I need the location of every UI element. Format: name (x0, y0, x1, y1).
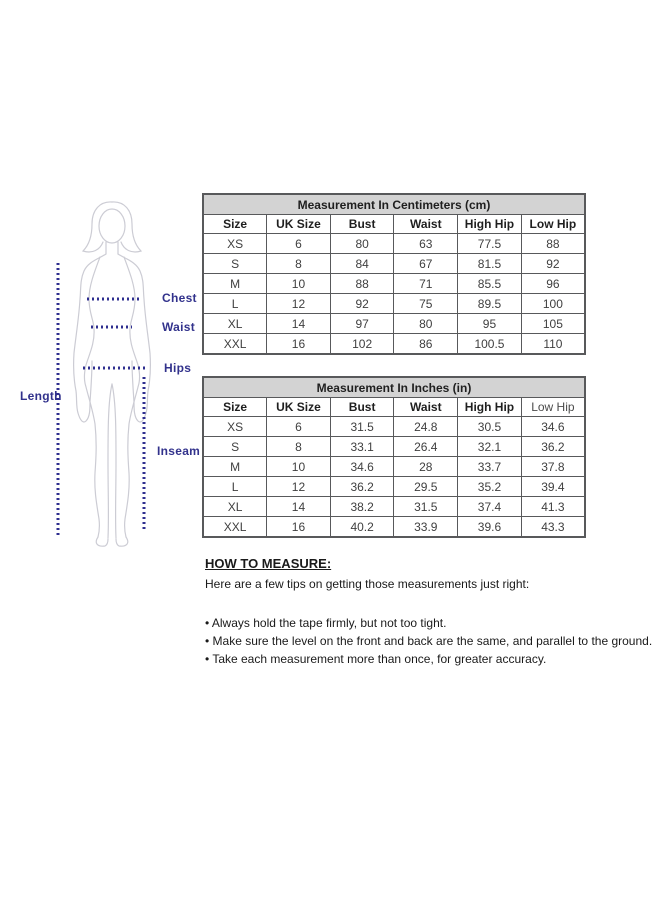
table-cell: 26.4 (394, 437, 458, 457)
table-row (203, 234, 585, 254)
table-cell: 14 (267, 497, 331, 517)
table-cell: XXL (203, 334, 267, 355)
right-foot (116, 537, 128, 546)
table-cell: XS (203, 234, 267, 254)
table-cell: 8 (267, 437, 331, 457)
table-cell: 36.2 (521, 437, 585, 457)
table-cell: 12 (267, 477, 331, 497)
table-cell: 10 (267, 274, 331, 294)
table-cell: L (203, 477, 267, 497)
table-cell: 36.2 (330, 477, 394, 497)
table-cell: 34.6 (330, 457, 394, 477)
table-row (203, 477, 585, 497)
table-cell: 28 (394, 457, 458, 477)
inner-leg-right (112, 384, 116, 538)
table-cell: 33.9 (394, 517, 458, 538)
table-cell: 100.5 (458, 334, 522, 355)
table-cell: 80 (330, 234, 394, 254)
column-header: High Hip (458, 398, 522, 417)
table-cell: 30.5 (458, 417, 522, 437)
column-header: Size (203, 215, 267, 234)
table-cell: 12 (267, 294, 331, 314)
table-cell: 71 (394, 274, 458, 294)
how-to-measure-section (205, 556, 655, 668)
column-header: Bust (330, 398, 394, 417)
face (99, 209, 125, 243)
left-foot (96, 537, 108, 546)
table-cell: 34.6 (521, 417, 585, 437)
table-cell: 88 (330, 274, 394, 294)
neck (106, 242, 118, 254)
size-table-inches (202, 376, 586, 538)
table-cell: 43.3 (521, 517, 585, 538)
table-row (203, 497, 585, 517)
table-cell: 31.5 (330, 417, 394, 437)
table-cell: 84 (330, 254, 394, 274)
female-body-silhouette (74, 202, 151, 546)
measure-tip: • Take each measurement more than once, for greater accuracy. (205, 650, 655, 668)
table-row (203, 334, 585, 355)
table-row (203, 294, 585, 314)
table-cell: 38.2 (330, 497, 394, 517)
table-cell: 96 (521, 274, 585, 294)
column-header: UK Size (267, 215, 331, 234)
table-cell: 29.5 (394, 477, 458, 497)
table-cell: 6 (267, 234, 331, 254)
table-row (203, 417, 585, 437)
waist-label: Waist (162, 320, 196, 334)
table-cell: L (203, 294, 267, 314)
measurement-guides (58, 263, 145, 535)
table-cell: 95 (458, 314, 522, 334)
table-cell: M (203, 457, 267, 477)
table-row (203, 314, 585, 334)
table-cell: 39.4 (521, 477, 585, 497)
table-cell: 10 (267, 457, 331, 477)
table-cell: 24.8 (394, 417, 458, 437)
table-cell: 86 (394, 334, 458, 355)
table-row (203, 437, 585, 457)
chest-label: Chest (162, 291, 197, 305)
column-header: Low Hip (521, 215, 585, 234)
table-cell: 40.2 (330, 517, 394, 538)
table-cell: 63 (394, 234, 458, 254)
table-title: Measurement In Inches (in) (203, 377, 585, 398)
size-table-centimeters (202, 193, 586, 355)
table-cell: 6 (267, 417, 331, 437)
table-cell: 31.5 (394, 497, 458, 517)
table-cell: XL (203, 497, 267, 517)
table-cell: 92 (521, 254, 585, 274)
table-cell: 35.2 (458, 477, 522, 497)
inner-leg-left (108, 384, 112, 538)
length-label: Length (20, 389, 62, 403)
table-cell: M (203, 274, 267, 294)
left-arm (74, 254, 106, 422)
table-title: Measurement In Centimeters (cm) (203, 194, 585, 215)
table-row (203, 254, 585, 274)
table-cell: 39.6 (458, 517, 522, 538)
measure-tips-list (205, 614, 655, 668)
table-cell: XS (203, 417, 267, 437)
table-cell: 102 (330, 334, 394, 355)
column-header: High Hip (458, 215, 522, 234)
table-cell: 16 (267, 334, 331, 355)
table-cell: 33.7 (458, 457, 522, 477)
hips-label: Hips (164, 361, 192, 375)
table-cell: 37.4 (458, 497, 522, 517)
table-row (203, 274, 585, 294)
table-row (203, 517, 585, 538)
table-cell: XL (203, 314, 267, 334)
inseam-label: Inseam (157, 444, 201, 458)
right-arm (118, 254, 150, 422)
table-cell: 77.5 (458, 234, 522, 254)
column-header: Low Hip (521, 398, 585, 417)
table-cell: 97 (330, 314, 394, 334)
how-to-measure-intro: Here are a few tips on getting those measurements just right: (205, 577, 530, 591)
table-cell: 92 (330, 294, 394, 314)
table-cell: 81.5 (458, 254, 522, 274)
column-header: UK Size (267, 398, 331, 417)
table-cell: 32.1 (458, 437, 522, 457)
column-header: Bust (330, 215, 394, 234)
how-to-measure-title: HOW TO MEASURE: (205, 556, 332, 571)
table-cell: 80 (394, 314, 458, 334)
table-cell: 110 (521, 334, 585, 355)
column-header: Size (203, 398, 267, 417)
column-header: Waist (394, 215, 458, 234)
table-cell: 8 (267, 254, 331, 274)
table-cell: 16 (267, 517, 331, 538)
table-cell: 37.8 (521, 457, 585, 477)
table-cell: 67 (394, 254, 458, 274)
table-cell: S (203, 254, 267, 274)
table-cell: 105 (521, 314, 585, 334)
table-cell: 33.1 (330, 437, 394, 457)
table-cell: XXL (203, 517, 267, 538)
measure-tip: • Always hold the tape firmly, but not too tight. (205, 614, 655, 632)
table-cell: 41.3 (521, 497, 585, 517)
measure-tip: • Make sure the level on the front and back are the same, and parallel to the ground. (205, 632, 655, 650)
table-cell: 89.5 (458, 294, 522, 314)
table-row (203, 457, 585, 477)
table-cell: 85.5 (458, 274, 522, 294)
table-cell: S (203, 437, 267, 457)
table-cell: 100 (521, 294, 585, 314)
table-cell: 14 (267, 314, 331, 334)
table-cell: 75 (394, 294, 458, 314)
column-header: Waist (394, 398, 458, 417)
table-cell: 88 (521, 234, 585, 254)
